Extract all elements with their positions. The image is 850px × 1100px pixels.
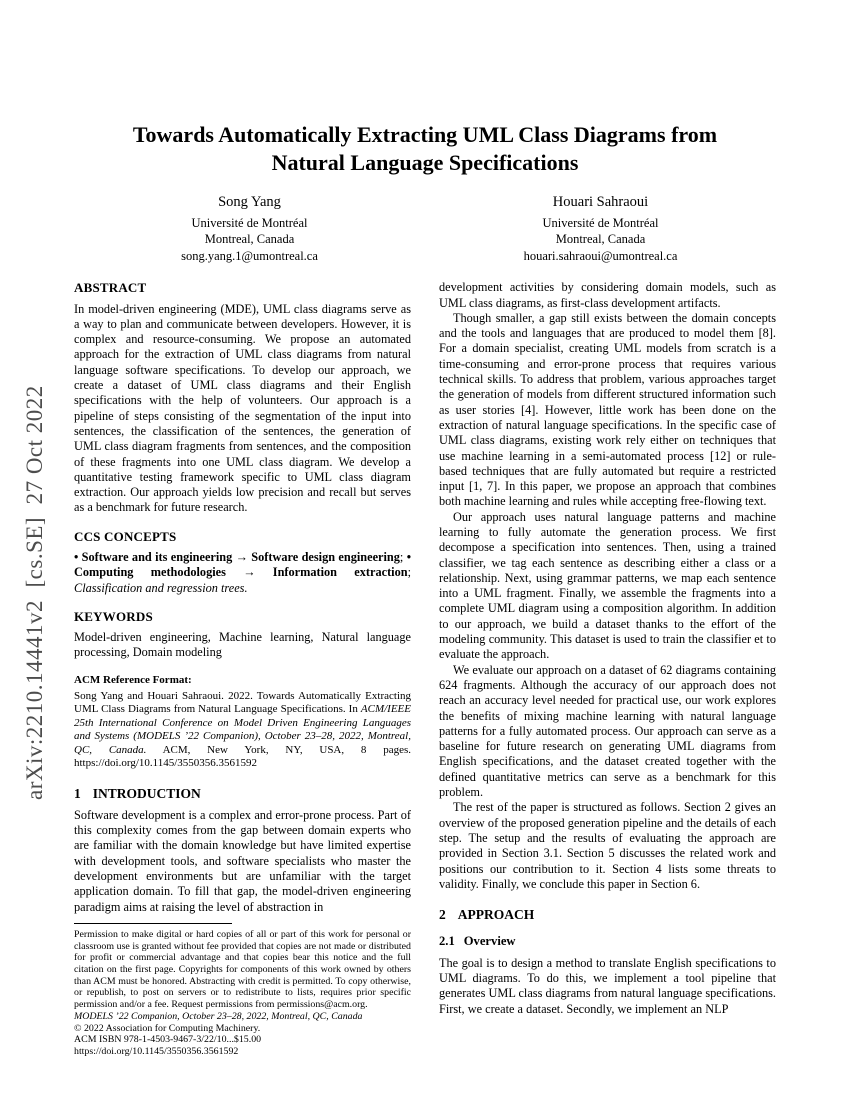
- intro-paragraph-4: We evaluate our approach on a dataset of 62 diagrams containing 624 fragments. Although the accuracy of our approach does not reach an accuracy level needed for practical use, our work explores the benefits of mixing machine learning with natural language patterns for a fully automated process. Our approach can serve as a baseline for future research on generating UML diagrams from English specifications, and the dataset created together with the defined quantitative metrics can serve as a benchmark for this problem.: [439, 662, 776, 800]
- ccs-concept-3: Classification and regression trees.: [74, 580, 248, 595]
- footnote-block: [74, 915, 411, 1058]
- intro-paragraph: Software development is a complex and error-prone process. Part of this complexity comes from the gap between domain experts who are familiar with the domain knowledge but have limited expertise with development tools, and software specialists who master the development environments but are unfamiliar with the target application domain. To fill that gap, the model-driven engineering paradigm aims at raising the level of abstraction in: [74, 807, 411, 914]
- keywords-text: Model-driven engineering, Machine learning, Natural language processing, Domain modeling: [74, 630, 411, 660]
- author-affiliation: Université de Montréal: [542, 215, 659, 230]
- overview-paragraph: The goal is to design a method to translate English specifications to UML diagrams. To do this, we implement a tool pipeline that generates UML class diagrams from natural language specifications. First, we create a dataset. Secondly, we implement an NLP: [439, 955, 776, 1016]
- paper-title: [74, 121, 776, 177]
- ccs-concept-2: • Computing methodologies → Information extraction: [74, 549, 412, 580]
- author-email: houari.sahraoui@umontreal.ca: [523, 248, 678, 263]
- authors-row: [74, 194, 776, 265]
- section-title: APPROACH: [457, 907, 535, 923]
- ccs-separator: ;: [407, 565, 411, 580]
- acm-reference-text: [74, 690, 411, 770]
- section-number: 2: [439, 907, 446, 923]
- footnote-rule: [74, 923, 232, 924]
- author-email: song.yang.1@umontreal.ca: [181, 248, 318, 263]
- footnote-copyright: © 2022 Association for Computing Machinery.: [74, 1022, 261, 1034]
- acm-reference-part1: Song Yang and Houari Sahraoui. 2022. Towards Automatically Extracting UML Class Diagrams from Natural Language Specifications. In: [74, 690, 411, 716]
- subsection-title: Overview: [463, 934, 516, 949]
- intro-paragraph-3: Our approach uses natural language patterns and machine learning to fully automate the generation process. We first decompose a specification into sentences. Then, using a trained classifier, we tag each sentence as describing either a class or a relationship. Next, using grammar patterns, we map each sentence into a UML fragment. Finally, we assemble the fragments into a complete UML diagram using a composition algorithm. In addition to our approach, we build a dataset thanks to the effort of the modeling community. This dataset is used to train the classifier et to evaluate the approach.: [439, 509, 776, 662]
- ccs-concept-1: • Software and its engineering → Software design engineering: [74, 549, 400, 564]
- left-column: [74, 280, 411, 1057]
- ccs-text: [74, 550, 411, 596]
- two-column-body: [74, 280, 776, 1057]
- intro-paragraph-2: Though smaller, a gap still exists between the domain concepts and the tools and languages that are produced to model them [8]. For a domain specialist, creating UML models from scratch is a time-consuming and error-prone process that requires various technical skills. To address that problem, various approaches target the generation of models from different structured information such as user stories [4]. However, little work has been done on the extraction of natural language specifications. In the specific case of UML class diagrams, existing work rely either on techniques that use machine learning in a semi-automated process [12] or rule-based techniques that are fully automated but require a restricted input [1, 7]. In this paper, we propose an approach that combines both machine learning and rules while accepting free-flowing text.: [439, 310, 776, 509]
- paper-title-line1: Towards Automatically Extracting UML Class Diagrams from: [132, 121, 718, 147]
- author-name: Houari Sahraoui: [552, 193, 649, 210]
- paper-title-line2: Natural Language Specifications: [271, 149, 579, 175]
- footnote-doi: https://doi.org/10.1145/3550356.3561592: [74, 1045, 239, 1057]
- ccs-heading: CCS CONCEPTS: [74, 528, 177, 544]
- keywords-heading: KEYWORDS: [74, 608, 153, 624]
- intro-paragraph-5: The rest of the paper is structured as follows. Section 2 gives an overview of the proposed generation pipeline and the details of each step. The setup and the results of evaluating the approach are provided in Section 3.1. Section 5 discusses the related work and positions our contribution to it. Section 4 lists some threats to validity. Finally, we conclude this paper in Section 6.: [439, 800, 776, 891]
- abstract-heading: ABSTRACT: [74, 280, 147, 296]
- author-name: Song Yang: [218, 193, 281, 210]
- abstract-text: In model-driven engineering (MDE), UML class diagrams serve as a way to plan and communicate between developers. However, it is complex and resource-consuming. We propose an automated approach for the extraction of UML class diagrams from natural language software specifications. To develop our approach, we create a dataset of UML class diagrams and their English specifications with the help of volunteers. Our approach is a pipeline of steps consisting of the segmentation of the input into sentences, the classification of the sentences, the generation of UML class diagram fragments from sentences, and the composition of these fragments into one UML class diagram. We develop a quantitative testing framework specific to UML class diagram extraction. Our approach yields low precision and recall but serves as a benchmark for future research.: [74, 301, 411, 515]
- author-affiliation: Université de Montréal: [191, 215, 308, 230]
- acm-reference-heading: ACM Reference Format:: [74, 673, 192, 686]
- right-column: [439, 280, 776, 1057]
- section-1-heading: [74, 786, 411, 801]
- footnote-isbn: ACM ISBN 978-1-4503-9467-3/22/10...$15.00: [74, 1034, 262, 1046]
- footnote-permission: Permission to make digital or hard copies of all or part of this work for personal or classroom use is granted without fee provided that copies are not made or distributed for profit or commercial advantage and that copies bear this notice and the full citation on the first page. Copyrights for components of this work owned by others than ACM must be honored. Abstracting with credit is permitted. To copy otherwise, or republish, to post on servers or to redistribute to lists, requires prior specific permission and/or a fee. Request permissions from permissions@acm.org.: [74, 928, 411, 1011]
- paper-content: [74, 106, 776, 1058]
- footnote-venue: MODELS ’22 Companion, October 23–28, 2022, Montreal, QC, Canada: [74, 1010, 363, 1022]
- author-location: Montreal, Canada: [204, 232, 295, 247]
- section-number: 1: [74, 785, 81, 801]
- section-2-heading: [439, 907, 776, 922]
- author-location: Montreal, Canada: [555, 232, 646, 247]
- acm-reference-part3: ACM, New York, NY, USA, 8 pages. https://doi.org/10.1145/3550356.3561592: [74, 743, 411, 770]
- subsection-number: 2.1: [439, 934, 455, 949]
- section-2-1-heading: [439, 934, 776, 949]
- intro-continuation-paragraph: development activities by considering domain models, such as UML class diagrams, as first-class development artifacts.: [439, 280, 776, 310]
- section-title: INTRODUCTION: [92, 785, 201, 801]
- ccs-separator: ;: [399, 549, 407, 564]
- arxiv-watermark: arXiv:2210.14441v2 [cs.SE] 27 Oct 2022: [22, 385, 47, 800]
- author-block-1: [74, 194, 425, 265]
- acm-reference-venue: ACM/IEEE 25th International Conference on Model Driven Engineering Languages and Systems (MODELS ’22 Companion), October 23–28, 2022, Montreal, QC, Canada.: [74, 703, 411, 756]
- author-block-2: [425, 194, 776, 265]
